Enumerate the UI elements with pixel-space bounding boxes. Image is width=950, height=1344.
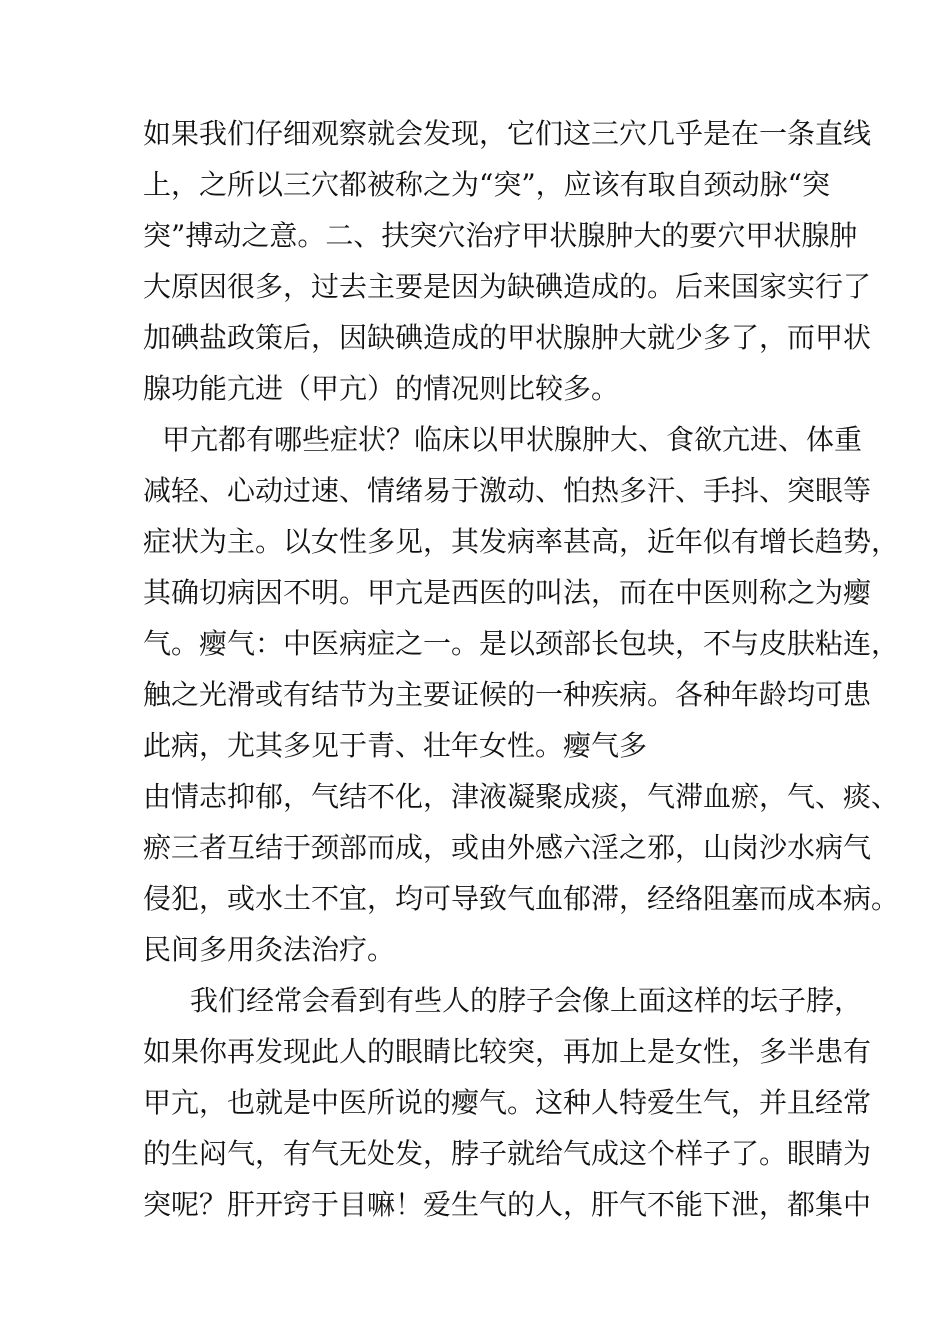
text-line: 突呢？肝开窍于目嘛！爱生气的人，肝气不能下泄，都集中 <box>143 1188 872 1221</box>
text-line: 侵犯，或水土不宜，均可导致气血郁滞，经络阻塞而成本病。 <box>143 882 900 915</box>
text-line: 瘀三者互结于颈部而成，或由外感六淫之邪，山岗沙水病气 <box>143 831 872 864</box>
text-line: 加碘盐政策后，因缺碘造成的甲状腺肿大就少多了，而甲状 <box>143 321 872 354</box>
text-line: 由情志抑郁，气结不化，津液凝聚成痰，气滞血瘀，气、痰、 <box>143 780 900 813</box>
text-line: 的生闷气，有气无处发，脖子就给气成这个样子了。眼睛为 <box>143 1137 872 1170</box>
text-line: 症状为主。以女性多见，其发病率甚高，近年似有增长趋势， <box>143 525 900 558</box>
text-line: 气。瘿气：中医病症之一。是以颈部长包块，不与皮肤粘连， <box>143 627 900 660</box>
text-line: 如果你再发现此人的眼睛比较突，再加上是女性，多半患有 <box>143 1035 872 1068</box>
text-line: 此病，尤其多见于青、壮年女性。瘿气多 <box>143 729 648 762</box>
text-line: 腺功能亢进（甲亢）的情况则比较多。 <box>143 372 620 405</box>
paragraph-start-line: 我们经常会看到有些人的脖子会像上面这样的坛子脖， <box>190 984 863 1017</box>
text-line: 减轻、心动过速、情绪易于激动、怕热多汗、手抖、突眼等 <box>143 474 872 507</box>
text-line: 大原因很多，过去主要是因为缺碘造成的。后来国家实行了 <box>143 270 872 303</box>
paragraph-start-line: 甲亢都有哪些症状？临床以甲状腺肿大、食欲亢进、体重 <box>162 423 863 456</box>
text-line: 如果我们仔细观察就会发现，它们这三穴几乎是在一条直线 <box>143 117 872 150</box>
text-line: 甲亢，也就是中医所说的瘿气。这种人特爱生气，并且经常 <box>143 1086 872 1119</box>
text-line: 突”搏动之意。二、扶突穴治疗甲状腺肿大的要穴甲状腺肿 <box>143 219 858 252</box>
text-line: 上，之所以三穴都被称之为“突”，应该有取自颈动脉“突 <box>143 168 830 201</box>
text-line: 民间多用灸法治疗。 <box>143 933 396 966</box>
text-line: 触之光滑或有结节为主要证候的一种疾病。各种年龄均可患 <box>143 678 872 711</box>
text-line: 其确切病因不明。甲亢是西医的叫法，而在中医则称之为瘿 <box>143 576 872 609</box>
